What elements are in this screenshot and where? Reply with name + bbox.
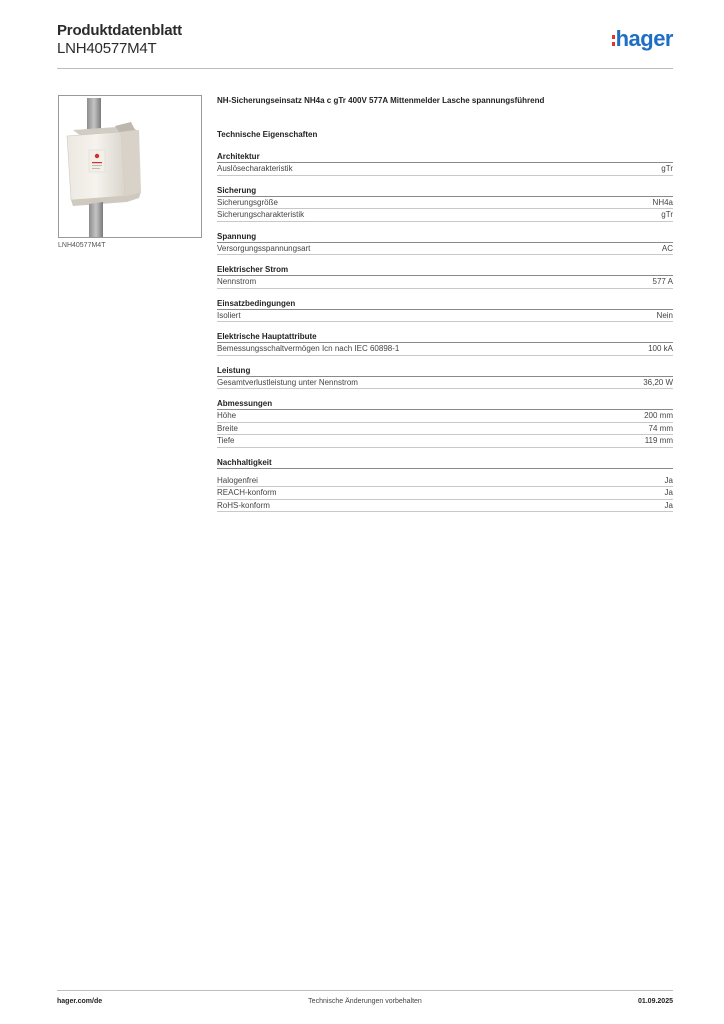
spec-row: [217, 197, 673, 210]
spec-value: Ja: [664, 475, 673, 485]
spec-label: Versorgungsspannungsart: [217, 243, 311, 253]
spec-value: Nein: [656, 310, 673, 320]
spec-value: AC: [661, 243, 673, 253]
spec-value: 119 mm: [644, 436, 673, 445]
page-header: [57, 20, 673, 70]
spec-row: [217, 377, 673, 390]
group-title: Abmessungen: [217, 399, 673, 410]
spec-row: [217, 475, 673, 488]
spec-label: Sicherungscharakteristik: [217, 210, 305, 219]
spec-row: [217, 343, 673, 356]
spec-value: 100 kA: [648, 344, 673, 353]
footer-date: 01.09.2025: [637, 998, 673, 1005]
footer-divider: [57, 990, 673, 991]
footer-website-link[interactable]: hager.com/de: [57, 998, 103, 1005]
spec-label: REACH-konform: [217, 488, 277, 497]
group-title: Elektrischer Strom: [217, 265, 673, 276]
spec-group-elektrische-hauptattribute: [217, 332, 673, 356]
spec-group-elektrischer-strom: [217, 265, 673, 289]
spec-group-einsatzbedingungen: [217, 299, 673, 323]
group-title: Elektrische Hauptattribute: [217, 332, 673, 343]
spec-value: 577 A: [652, 277, 673, 286]
spec-value: gTr: [661, 164, 673, 173]
spec-label: Sicherungsgröße: [217, 197, 278, 207]
spec-row: [217, 487, 673, 500]
spec-value: gTr: [661, 210, 673, 219]
section-title: Technische Eigenschaften: [217, 130, 318, 139]
product-code: LNH40577M4T: [57, 40, 157, 57]
product-image: [58, 95, 202, 238]
spec-row: [217, 435, 673, 448]
spec-label: Nennstrom: [217, 277, 257, 286]
product-description: NH-Sicherungseinsatz NH4a c gTr 400V 577A Mittenmelder Lasche spannungsführend: [217, 96, 545, 105]
spec-row: [217, 500, 673, 513]
group-title: Einsatzbedingungen: [217, 299, 673, 310]
spec-group-leistung: [217, 366, 673, 390]
product-specs: [217, 96, 673, 512]
group-title: Sicherung: [217, 186, 673, 197]
spec-label: Tiefe: [217, 436, 235, 445]
spec-value: 74 mm: [648, 423, 673, 433]
spec-group-abmessungen: [217, 399, 673, 448]
spec-value: Ja: [664, 488, 673, 497]
group-title: Nachhaltigkeit: [217, 458, 673, 469]
spec-label: RoHS-konform: [217, 500, 270, 510]
spec-label: Breite: [217, 423, 238, 433]
spec-label: Gesamtverlustleistung unter Nennstrom: [217, 377, 358, 387]
spec-row: [217, 163, 673, 176]
spec-group-nachhaltigkeit: [217, 458, 673, 513]
spec-group-sicherung: [217, 186, 673, 222]
group-title: Leistung: [217, 366, 673, 377]
group-title: Architektur: [217, 152, 673, 163]
spec-value: 200 mm: [644, 411, 673, 420]
spec-group-spannung: [217, 232, 673, 256]
header-divider: [57, 68, 673, 69]
spec-label: Auslösecharakteristik: [217, 164, 293, 173]
spec-value: NH4a: [652, 197, 673, 207]
footer-disclaimer: Technische Änderungen vorbehalten: [308, 998, 422, 1005]
spec-row: [217, 276, 673, 289]
document-title: Produktdatenblatt: [57, 22, 182, 39]
spec-row: [217, 209, 673, 222]
spec-value: Ja: [664, 500, 673, 510]
spec-label: Höhe: [217, 411, 237, 420]
spec-value: 36,20 W: [643, 377, 673, 387]
spec-row: [217, 310, 673, 323]
spec-group-architektur: [217, 152, 673, 176]
logo-colon-icon: [612, 35, 615, 46]
spec-row: [217, 423, 673, 436]
spec-row: [217, 410, 673, 423]
spec-label: Bemessungsschaltvermögen Icn nach IEC 60898-1: [217, 344, 400, 353]
spec-row: [217, 243, 673, 256]
spec-label: Halogenfrei: [217, 475, 258, 485]
image-caption: LNH40577M4T: [58, 242, 106, 249]
logo-text: hager: [615, 26, 673, 51]
fuse-illustration: [59, 96, 202, 238]
hager-logo: [612, 26, 673, 52]
spec-label: Isoliert: [217, 310, 241, 320]
group-title: Spannung: [217, 232, 673, 243]
